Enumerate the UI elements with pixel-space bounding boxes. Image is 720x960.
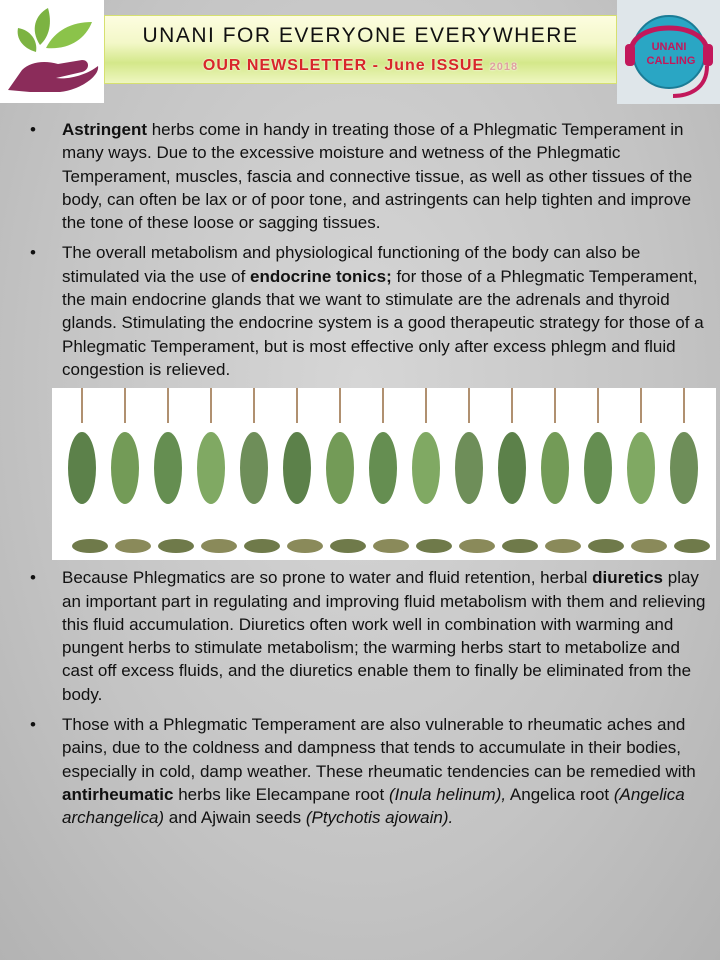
bullet-text: Angelica root bbox=[506, 784, 614, 804]
latin-name: (Ptychotis ajowain). bbox=[305, 808, 454, 828]
bullet-text: The overall metabolism and physiological functioning of the body can also be stimulated via the use of bbox=[62, 243, 641, 286]
herb-bundle bbox=[412, 388, 452, 553]
herb-bundle bbox=[240, 388, 280, 553]
subtitle-text: OUR NEWSLETTER - June ISSUE bbox=[202, 57, 485, 74]
latin-name: (Angelica archangelica) bbox=[62, 784, 685, 828]
bullet-text: for those of a Phlegmatic Temperament, the main endocrine glands that we want to stimulate are the adrenals and thyroid glands. Stimulating the endocrine system is a good therapeutic strategy for those of a Phlegmatic Temperament, but is most effective only after excess phlegm and fluid congestion is relieved. bbox=[62, 266, 704, 379]
svg-text:UNANI: UNANI bbox=[651, 41, 687, 53]
herb-bundle bbox=[111, 388, 151, 553]
herb-bundle bbox=[326, 388, 366, 553]
hand-leaf-logo bbox=[0, 0, 104, 103]
bullet-marker: • bbox=[30, 715, 36, 735]
herb-bundle bbox=[541, 388, 581, 553]
issue-year: 2018 bbox=[489, 61, 519, 73]
bullet-text: and Ajwain seeds bbox=[164, 808, 306, 828]
term-diuretics: diuretics bbox=[592, 568, 664, 588]
bullet-text: play an important part in regulating and improving fluid metabolism with them and relieving this fluid accumulation. Diuretics often work well in combination with warming and pungent herbs to stimulate metabolism; the warming herbs start to metabolize and cast off excess fluids, and the diuretics enable them to finally be eliminated from the body. bbox=[62, 568, 706, 704]
herb-bundle bbox=[498, 388, 538, 553]
bullet-antirheumatic bbox=[30, 713, 710, 829]
hanging-herbs-image bbox=[52, 388, 716, 560]
bullet-text: Those with a Phlegmatic Temperament are also vulnerable to rheumatic aches and pains, due to the coldness and dampness that tends to accumulate in their bodies, especially in cold, damp weather. These rheumatic tendencies can be remedied with bbox=[62, 715, 696, 781]
herb-bundle bbox=[627, 388, 667, 553]
herb-bundle bbox=[197, 388, 237, 553]
herb-bundle bbox=[455, 388, 495, 553]
herb-bundle bbox=[283, 388, 323, 553]
unani-calling-logo bbox=[617, 0, 720, 104]
bullet-text: herbs like Elecampane root bbox=[173, 784, 389, 804]
latin-name: (Inula helinum), bbox=[388, 784, 507, 804]
herb-bundle bbox=[369, 388, 409, 553]
banner-title: UNANI FOR EVERYONE EVERYWHERE bbox=[142, 24, 579, 47]
herb-bundle bbox=[68, 388, 108, 553]
bullet-endocrine bbox=[30, 241, 710, 381]
article-body bbox=[30, 118, 710, 837]
bullet-text: herbs come in handy in treating those of a Phlegmatic Temperament in many ways. Due to the excessive moisture and wetness of the Phlegmatic Temperament, muscles, fascia and connective tissue, as well as other tissues of the body, can often be lax or of poor tone, and astringents can help tighten and improve the tone of these loose or sagging tissues. bbox=[62, 120, 693, 233]
term-antirheumatic: antirheumatic bbox=[62, 784, 174, 804]
newsletter-banner bbox=[104, 15, 617, 84]
herb-bundle bbox=[584, 388, 624, 553]
herb-bundle bbox=[154, 388, 194, 553]
term-astringent: Astringent bbox=[62, 120, 147, 139]
svg-text:CALLING: CALLING bbox=[646, 55, 696, 67]
bullet-text: Because Phlegmatics are so prone to water and fluid retention, herbal bbox=[62, 568, 593, 588]
bullet-diuretics bbox=[30, 566, 710, 706]
bullet-marker: • bbox=[30, 243, 36, 263]
bullet-astringent bbox=[30, 118, 710, 234]
bullet-marker: • bbox=[30, 120, 36, 139]
bullet-marker: • bbox=[30, 568, 36, 588]
banner-subtitle bbox=[105, 57, 616, 75]
term-endocrine: endocrine tonics; bbox=[250, 266, 392, 286]
herb-bundle bbox=[670, 388, 710, 553]
